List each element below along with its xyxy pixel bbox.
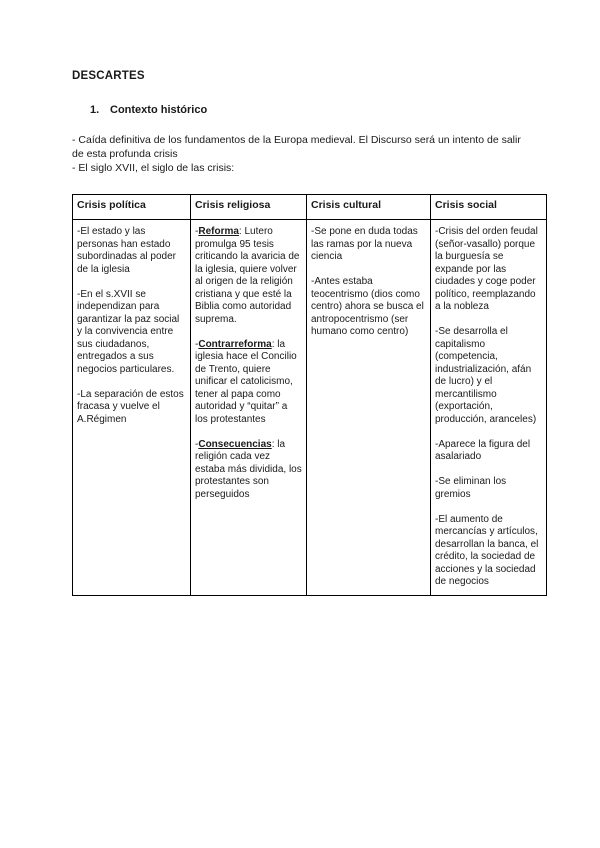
cultural-paragraph: -Se pone en duda todas las ramas por la nueva ciencia	[311, 226, 418, 262]
intro-text	[72, 133, 532, 175]
cell-crisis-social	[431, 220, 547, 596]
header-crisis-cultural: Crisis cultural	[307, 195, 431, 220]
religiosa-paragraph: -Consecuencias: la religión cada vez estaba más dividida, los protestantes son perseguidos	[195, 438, 302, 500]
politica-paragraph: -En el s.XVII se independizan para garantizar la paz social y la convivencia entre sus ciudadanos, entregados a sus negocios particulares.	[77, 288, 180, 375]
social-paragraph: -El aumento de mercancías y artículos, desarrollan la banca, el crédito, la sociedad de acciones y la sociedad de negocios	[435, 513, 539, 587]
intro-line: - Caída definitiva de los fundamentos de la Europa medieval. El Discurso será un intento de salir de esta profunda crisis	[72, 134, 521, 160]
social-paragraph: -Aparece la figura del asalariado	[435, 438, 531, 462]
religiosa-paragraph: -Reforma: Lutero promulga 95 tesis criticando la avaricia de la iglesia, quiere volver al origen de la religión cristiana y que esté la Biblia como autoridad suprema.	[195, 226, 300, 325]
intro-line: - El siglo XVII, el siglo de las crisis:	[72, 162, 235, 174]
section-number: 1.	[90, 104, 100, 116]
cell-crisis-cultural	[307, 220, 431, 596]
social-paragraph: -Se desarrolla el capitalismo (competencia, industrialización, afán de lucro) y el mercantilismo (exportación, producción, aranceles)	[435, 326, 537, 425]
page-title: DESCARTES	[72, 70, 145, 82]
table-row	[73, 220, 547, 596]
section-heading	[90, 104, 207, 116]
header-crisis-politica: Crisis política	[73, 195, 191, 220]
religiosa-paragraph: -Contrarreforma: la iglesia hace el Concilio de Trento, quiere unificar el catolicismo, tener al papa como autoridad y “quitar” a los protestantes	[195, 338, 297, 425]
social-paragraph: -Se eliminan los gremios	[435, 476, 507, 500]
section-heading-text: Contexto histórico	[110, 104, 208, 116]
header-crisis-religiosa: Crisis religiosa	[191, 195, 307, 220]
politica-paragraph: -El estado y las personas han estado subordinadas al poder de la iglesia	[77, 226, 176, 275]
header-crisis-social: Crisis social	[431, 195, 547, 220]
term-contrarreforma: Contrarreforma	[198, 338, 272, 350]
social-paragraph: -Crisis del orden feudal (señor-vasallo) porque la burguesía se expande por las ciudades y coge poder político, reemplazando a la nobleza	[435, 226, 538, 312]
cultural-paragraph: -Antes estaba teocentrismo (dios como centro) ahora se busca el antropocentrismo (ser humano como centro)	[311, 276, 424, 337]
cell-crisis-politica	[73, 220, 191, 596]
crisis-table	[72, 194, 547, 596]
table-header-row	[73, 195, 547, 220]
politica-paragraph: -La separación de estos fracasa y vuelve el A.Régimen	[77, 388, 184, 425]
term-reforma: Reforma	[198, 226, 239, 237]
cell-crisis-religiosa	[191, 220, 307, 596]
term-consecuencias: Consecuencias	[198, 438, 272, 450]
